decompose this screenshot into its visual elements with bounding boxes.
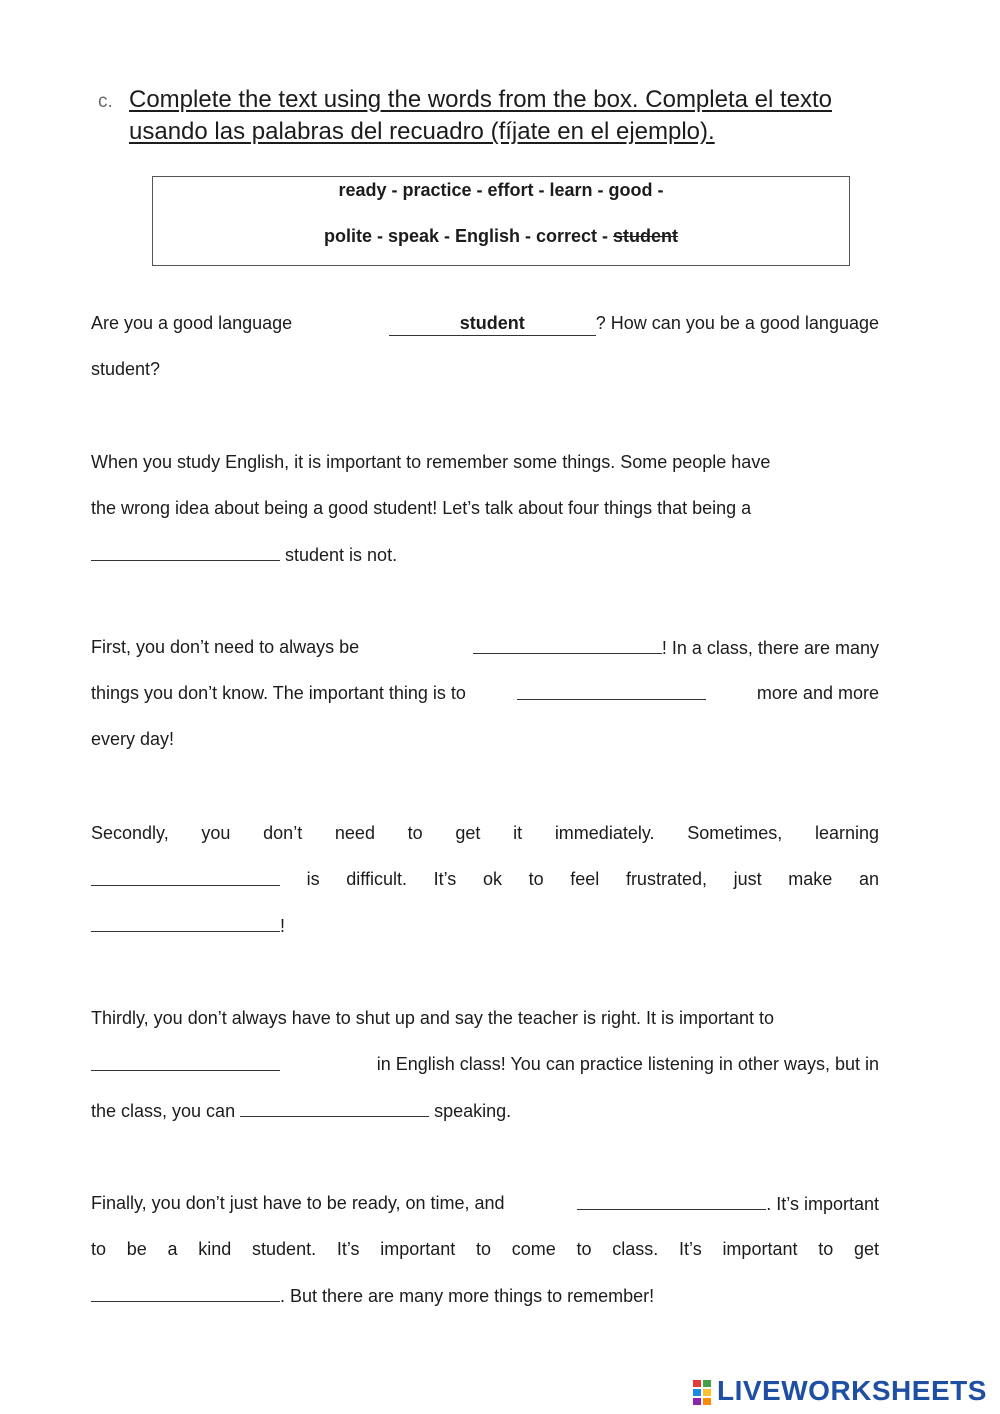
word: don’t <box>263 823 303 843</box>
text-fragment: the class, you can <box>91 1101 236 1121</box>
word: is <box>306 869 320 889</box>
text-line: every day! <box>91 729 175 749</box>
answer-blank-9[interactable] <box>91 1283 280 1302</box>
word: student. <box>252 1239 317 1259</box>
word: to <box>576 1239 592 1259</box>
text-line: student? <box>91 359 161 379</box>
text-fragment: Finally, you don’t just have to be ready, on time, and <box>91 1193 505 1213</box>
example-answer-blank <box>389 311 596 336</box>
blank-group <box>473 635 879 659</box>
text-line <box>91 1098 879 1122</box>
answer-blank-4[interactable] <box>91 867 280 886</box>
task-instruction: Complete the text using the words from the box. Completa el texto usando las palabras del recuadro (fíjate en el ejemplo). <box>129 86 833 145</box>
word: immediately. <box>554 823 655 843</box>
word: to <box>407 823 423 843</box>
word: It’s <box>336 1239 360 1259</box>
word: important <box>722 1239 798 1259</box>
text-line <box>91 311 879 335</box>
text-fragment: ! <box>280 916 286 936</box>
word-box-line-2-words: polite - speak - English - correct - <box>323 226 614 246</box>
word: be <box>126 1239 147 1259</box>
text-line <box>91 1052 879 1076</box>
word: you <box>201 823 231 843</box>
word: to <box>476 1239 492 1259</box>
word: It’s <box>679 1239 702 1259</box>
task-letter: c. <box>98 91 113 112</box>
text-line <box>91 821 879 845</box>
word: just <box>733 869 762 889</box>
text-fragment: in English class! You can practice listening in other ways, but in <box>376 1054 879 1074</box>
word: get <box>853 1239 879 1259</box>
word: learning <box>814 823 879 843</box>
word: need <box>334 823 375 843</box>
text-line <box>91 635 879 659</box>
word: kind <box>198 1239 232 1259</box>
logo-text: LIVEWORKSHEETS <box>717 1375 987 1406</box>
text-line <box>91 867 879 891</box>
word: to <box>818 1239 834 1259</box>
word: an <box>858 869 879 889</box>
word: make <box>788 869 833 889</box>
liveworksheets-logo <box>693 1376 987 1406</box>
text-fragment: ! In a class, there are many <box>661 638 879 658</box>
struck-example-word: student <box>613 226 679 246</box>
word: difficult. <box>346 869 407 889</box>
text-fragment: First, you don’t need to always be <box>91 637 360 657</box>
text-line <box>91 1191 879 1215</box>
word: frustrated, <box>625 869 707 889</box>
blank-group <box>577 1191 879 1215</box>
answer-blank-7[interactable] <box>240 1098 429 1117</box>
answer-blank-1[interactable] <box>91 542 280 561</box>
answer-blank-3[interactable] <box>517 681 706 700</box>
answer-blank-5[interactable] <box>91 913 280 932</box>
word: it <box>513 823 523 843</box>
text-line <box>91 913 879 937</box>
text-fragment: Are you a good language <box>91 313 293 333</box>
text-line <box>91 542 879 566</box>
word: class. <box>612 1239 659 1259</box>
text-fragment: . But there are many more things to remember! <box>280 1286 655 1306</box>
word: to <box>528 869 544 889</box>
word: Sometimes, <box>687 823 783 843</box>
text-fragment: more and more <box>756 683 879 703</box>
word: Secondly, <box>91 823 169 843</box>
word: a <box>167 1239 178 1259</box>
answer-blank-2[interactable] <box>473 635 662 654</box>
word-box-line-1: ready - practice - effort - learn - good - <box>338 180 664 200</box>
answer-blank-6[interactable] <box>91 1052 280 1071</box>
sentence-with-example <box>389 311 879 335</box>
word: get <box>455 823 481 843</box>
example-answer: student <box>459 313 525 333</box>
text-line <box>91 1283 879 1307</box>
text-fragment: speaking. <box>429 1101 512 1121</box>
word: ok <box>482 869 502 889</box>
text-fragment: things you don’t know. The important thing is to <box>91 683 466 703</box>
text-line <box>91 681 879 705</box>
text-fragment: student is not. <box>280 545 398 565</box>
word-box-line-2 <box>153 225 849 247</box>
liveworksheets-logo-icon <box>693 1378 713 1404</box>
word: to <box>91 1239 107 1259</box>
word: come <box>511 1239 556 1259</box>
text-line: Thirdly, you don’t always have to shut up and say the teacher is right. It is important to <box>91 1008 775 1028</box>
text-line: When you study English, it is important to remember some things. Some people have <box>91 452 771 472</box>
word: It’s <box>433 869 457 889</box>
text-line <box>91 1237 879 1261</box>
text-fragment: ? How can you be a good language <box>595 313 879 333</box>
word: important <box>380 1239 456 1259</box>
text-fragment: . It’s important <box>766 1194 879 1214</box>
word: feel <box>570 869 600 889</box>
word-box <box>152 176 850 266</box>
answer-blank-8[interactable] <box>577 1191 766 1210</box>
text-line: the wrong idea about being a good student! Let’s talk about four things that being a <box>91 498 752 518</box>
